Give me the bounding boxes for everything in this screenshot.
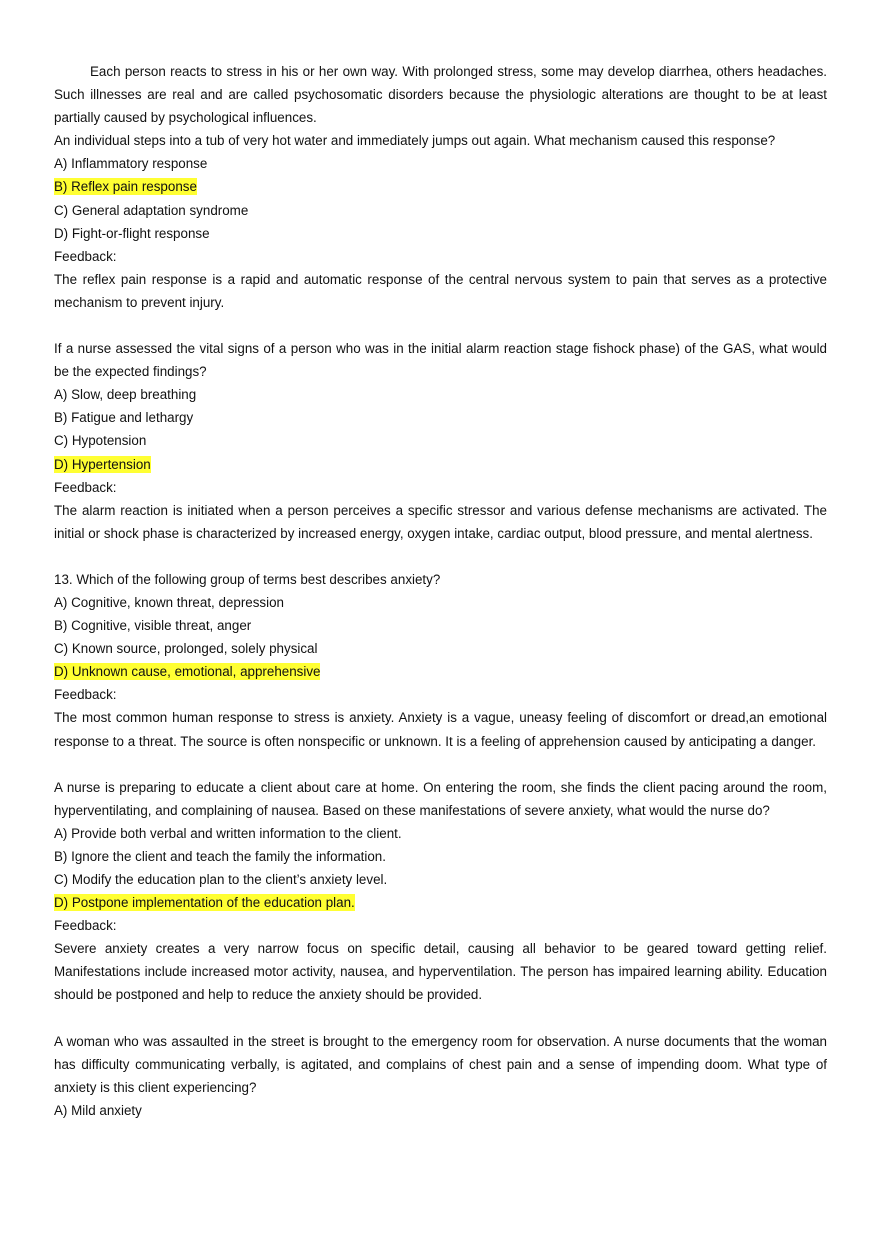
answer-option-correct bbox=[54, 660, 827, 683]
answer-option: C) General adaptation syndrome bbox=[54, 202, 249, 218]
answer-option: A) Cognitive, known threat, depression bbox=[54, 594, 284, 610]
spacer bbox=[54, 545, 827, 568]
question-stem: A woman who was assaulted in the street is brought to the emergency room for observation. A nurse documents that the woman has difficulty communicating verbally, is agitated, and complains of chest pain and a sense of impending doom. What type of anxiety is this client experiencing? bbox=[54, 1033, 827, 1095]
answer-option-correct bbox=[54, 891, 827, 914]
question-stem: 13. Which of the following group of terms best describes anxiety? bbox=[54, 571, 441, 587]
answer-option: C) Hypotension bbox=[54, 433, 147, 449]
answer-option: C) Known source, prolonged, solely physical bbox=[54, 641, 318, 657]
answer-option-correct bbox=[54, 453, 827, 476]
intro-paragraph: Each person reacts to stress in his or her own way. With prolonged stress, some may develop diarrhea, others headaches. Such illnesses are real and are called psychosomatic disorders because the physiologic alterations are thought to be at least partially caused by psychological influences. bbox=[54, 64, 827, 126]
answer-option: B) Ignore the client and teach the family the information. bbox=[54, 848, 386, 864]
correct-answer-highlight: B) Reflex pain response bbox=[54, 179, 197, 195]
answer-option: B) Cognitive, visible threat, anger bbox=[54, 618, 252, 634]
feedback-text: The alarm reaction is initiated when a person perceives a specific stressor and various defense mechanisms are activated. The initial or shock phase is characterized by increased energy, oxygen intake, cardiac output, blood pressure, and mental alertness. bbox=[54, 502, 827, 541]
feedback-label: Feedback: bbox=[54, 687, 117, 703]
question-stem: An individual steps into a tub of very hot water and immediately jumps out again. What mechanism caused this response? bbox=[54, 133, 776, 149]
feedback-label: Feedback: bbox=[54, 248, 117, 264]
spacer bbox=[54, 753, 827, 776]
feedback-text: The most common human response to stress is anxiety. Anxiety is a vague, uneasy feeling of discomfort or dread,an emotional response to a threat. The source is often nonspecific or unknown. It is a feeling of apprehension caused by anticipating a danger. bbox=[54, 710, 827, 749]
correct-answer-highlight: D) Unknown cause, emotional, apprehensive bbox=[54, 664, 321, 680]
answer-option-correct bbox=[54, 175, 827, 198]
feedback-label: Feedback: bbox=[54, 479, 117, 495]
answer-option: A) Provide both verbal and written information to the client. bbox=[54, 825, 402, 841]
question-stem: If a nurse assessed the vital signs of a person who was in the initial alarm reaction stage fishock phase) of the GAS, what would be the expected findings? bbox=[54, 341, 827, 380]
answer-option: D) Fight-or-flight response bbox=[54, 225, 210, 241]
answer-option: C) Modify the education plan to the client’s anxiety level. bbox=[54, 872, 388, 887]
spacer bbox=[54, 314, 827, 337]
answer-option: A) Inflammatory response bbox=[54, 156, 208, 172]
correct-answer-highlight: D) Hypertension bbox=[54, 456, 151, 472]
spacer bbox=[54, 1007, 827, 1030]
feedback-text: Severe anxiety creates a very narrow focus on specific detail, causing all behavior to be geared toward getting relief. Manifestations include increased motor activity, nausea, and hyperventilation. The person has impaired learning ability. Education should be postponed and help to reduce the anxiety should be provided. bbox=[54, 941, 827, 1003]
answer-option: A) Slow, deep breathing bbox=[54, 387, 197, 403]
feedback-text: The reflex pain response is a rapid and automatic response of the central nervous system to pain that serves as a protective mechanism to prevent injury. bbox=[54, 271, 827, 310]
answer-option: B) Fatigue and lethargy bbox=[54, 410, 194, 426]
feedback-label: Feedback: bbox=[54, 918, 117, 934]
answer-option: A) Mild anxiety bbox=[54, 1102, 142, 1118]
question-stem: A nurse is preparing to educate a client about care at home. On entering the room, she finds the client pacing around the room, hyperventilating, and complaining of nausea. Based on these manifestations of severe anxiety, what would the nurse do? bbox=[54, 779, 827, 818]
document-page bbox=[54, 60, 827, 1122]
correct-answer-highlight: D) Postpone implementation of the education plan. bbox=[54, 895, 355, 911]
